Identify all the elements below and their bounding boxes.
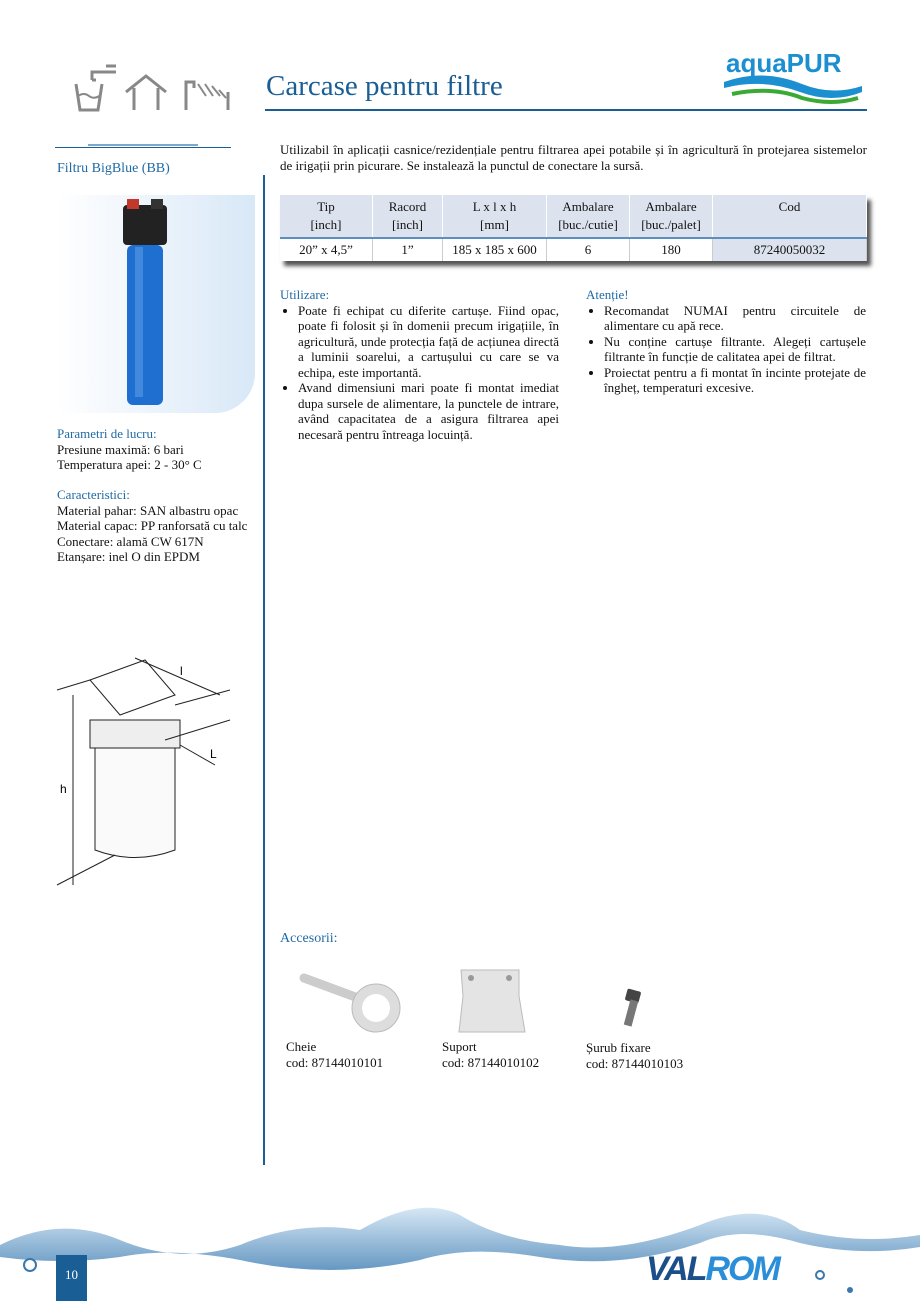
page-number: 10 (56, 1255, 87, 1301)
application-icons (72, 62, 237, 114)
cell: 20” x 4,5” (280, 238, 373, 261)
section-heading: Atenție! (586, 287, 629, 302)
valrom-logo: VALROM (646, 1250, 779, 1288)
aquapur-logo: aquaPUR (722, 48, 867, 106)
col-header: Ambalare [buc./palet] (630, 195, 713, 238)
table-row (280, 238, 867, 261)
table-header-row (280, 195, 867, 238)
intro-text: Utilizabil în aplicații casnice/rezidențiale pentru filtrarea apei potabile și în agricultură în protejarea sistemelor de irigații prin picurare. Se instalează la punctul de conectare la sursă. (280, 142, 867, 173)
col-header: Tip [inch] (280, 195, 373, 238)
usage-section (280, 287, 559, 442)
tap-glass-icon (76, 66, 116, 110)
features-section (57, 487, 247, 565)
attention-section (586, 287, 866, 396)
page-title: Carcase pentru filtre (266, 70, 503, 102)
feature-line: Material pahar: SAN albastru opac (57, 502, 239, 518)
section-heading: Accesorii: (280, 931, 338, 946)
accessory-code: cod: 87144010102 (442, 1055, 540, 1070)
feature-line: Etanșare: inel O din EPDM (57, 549, 200, 564)
product-image (57, 195, 255, 413)
params-section (57, 426, 202, 473)
list-item: • Avand dimensiuni mari poate fi montat imediat dupa sursele de alimentare, la punctele de intrare, având capacitatea de a asigura filtrarea apei necesară pentru întreaga locuință. (298, 380, 559, 442)
house-icon (126, 76, 166, 110)
param-line: Presiune maximă: 6 bari (57, 441, 184, 457)
accessory-code: cod: 87144010103 (586, 1056, 684, 1071)
product-name: Filtru BigBlue (BB) (57, 161, 170, 176)
wrench-image (298, 968, 408, 1036)
list-item: • Nu conține cartușe filtrante. Alegeți cartușele filtrante în funcție de calitatea apei de filtrat. (604, 334, 866, 365)
dimension-diagram (55, 650, 245, 895)
accessory-name: Suport (442, 1039, 477, 1054)
divider (265, 109, 867, 111)
cell: 87240050032 (713, 238, 867, 261)
feature-line: Material capac: PP ranforsată cu talc (57, 518, 248, 533)
cell: 6 (547, 238, 630, 261)
section-heading: Parametri de lucru: (57, 426, 157, 441)
accessory-name: Cheie (286, 1039, 317, 1054)
list-item: • Poate fi echipat cu diferite cartușe. Fiind opac, poate fi folosit și în domenii precum irigațiile, în agricultură, unde protecția față de acțiunea directă a luminii soarelui, a cartușului cu care se va echipa, este importantă. (298, 303, 559, 381)
param-line: Temperatura apei: 2 - 30° C (57, 457, 202, 472)
accessory-item (442, 1039, 539, 1071)
feature-line: Conectare: alamă CW 617N (57, 533, 204, 549)
water-wave-decoration (0, 1185, 920, 1301)
greenhouse-icon (186, 82, 228, 110)
cell: 180 (630, 238, 713, 261)
product-table (280, 195, 867, 261)
bracket-image (455, 966, 527, 1036)
section-heading: Caracteristici: (57, 487, 130, 502)
col-header: L x l x h [mm] (443, 195, 547, 238)
accessory-item (286, 1039, 383, 1071)
col-header: Cod (713, 195, 867, 238)
col-header: Racord [inch] (373, 195, 443, 238)
section-heading: Utilizare: (280, 287, 330, 302)
accessory-code: cod: 87144010101 (286, 1055, 384, 1070)
accessory-item (586, 1040, 683, 1072)
col-header: Ambalare [buc./cutie] (547, 195, 630, 238)
column-divider (263, 175, 265, 1165)
cell: 185 x 185 x 600 (443, 238, 547, 261)
divider (88, 144, 198, 146)
list-item: • Proiectat pentru a fi montat în incinte protejate de îngheț, temperaturi excesive. (604, 365, 866, 396)
divider (55, 147, 231, 148)
list-item: • Recomandat NUMAI pentru circuitele de alimentare cu apă rece. (604, 303, 866, 334)
dim-label-h: h (60, 782, 67, 796)
dim-label-L: L (210, 747, 217, 761)
screw-image (618, 988, 644, 1030)
cell: 1” (373, 238, 443, 261)
dim-label-l: l (180, 664, 183, 678)
accessory-name: Șurub fixare (586, 1040, 651, 1055)
